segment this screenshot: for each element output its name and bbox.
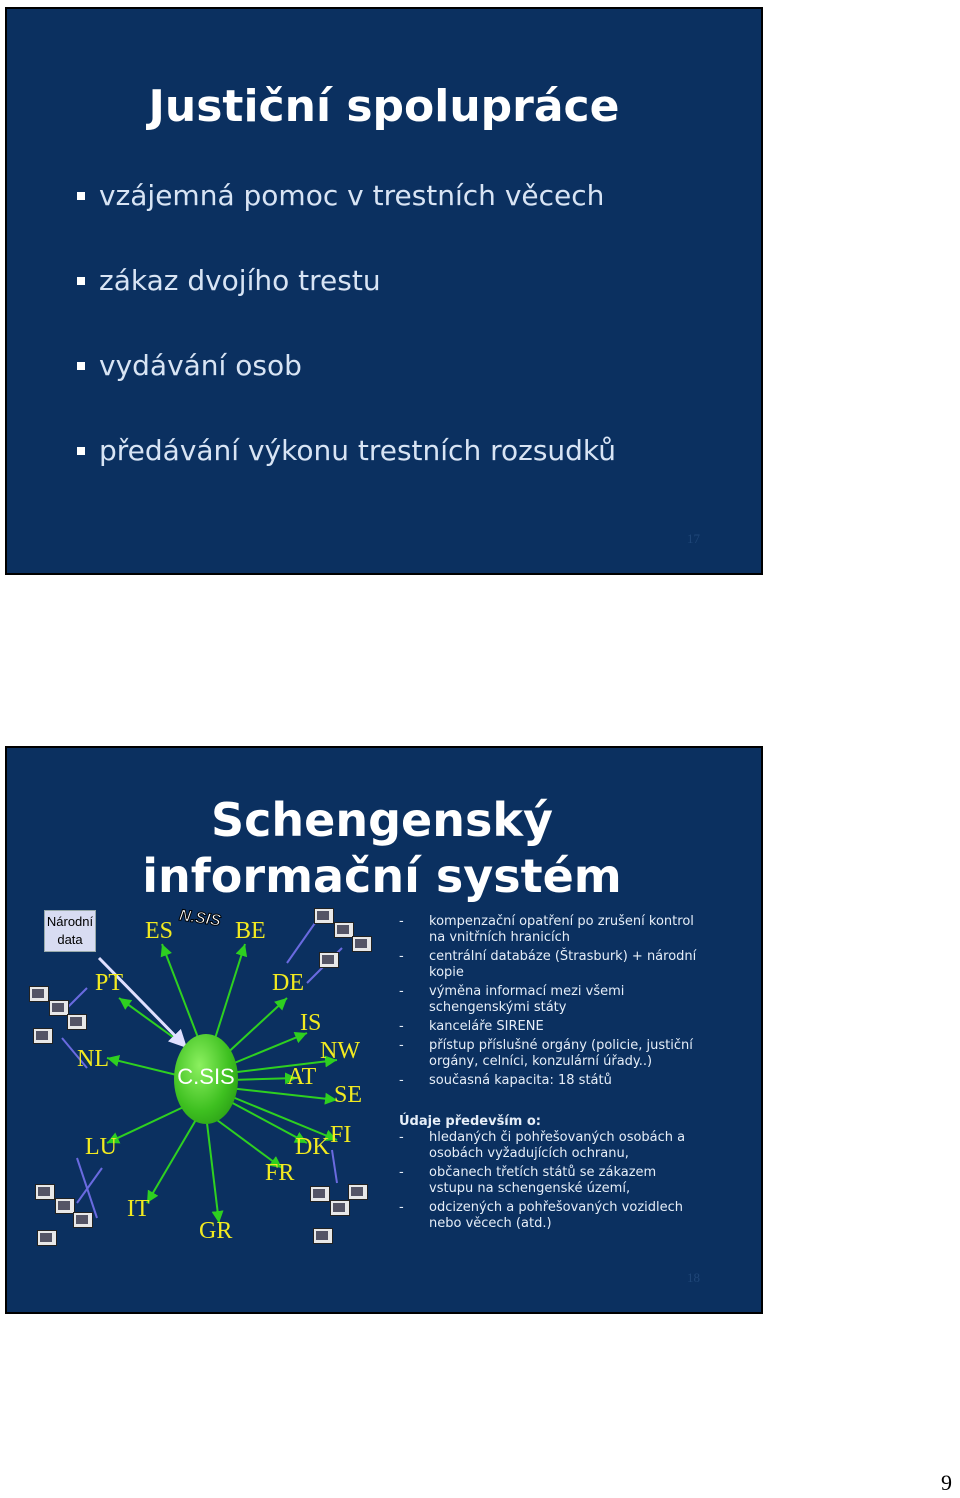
list-item: - hledaných či pohřešovaných osobách a osobách vyžadujících ochranu, <box>399 1130 686 1161</box>
country-dk: DK <box>295 1134 330 1160</box>
country-it: IT <box>127 1196 150 1222</box>
list-item: - odcizených a pohřešovaných vozidlech nebo věcech (atd.) <box>399 1200 684 1231</box>
country-be: BE <box>235 918 266 944</box>
national-data-box: Národní data <box>44 910 96 952</box>
computer-icon <box>67 1014 87 1030</box>
country-gr: GR <box>199 1218 233 1244</box>
list-item: - přístup příslušné orgány (policie, justiční orgány, celníci, konzulární úřady..) <box>399 1038 693 1069</box>
computer-icon <box>49 1000 69 1016</box>
slide-17 <box>5 7 763 575</box>
country-lu: LU <box>85 1134 117 1160</box>
list-item: - výměna informací mezi všemi schengenskými státy <box>399 984 625 1015</box>
list-item: - občanech třetích států se zákazem vstupu na schengenské území, <box>399 1165 657 1196</box>
country-nw: NW <box>320 1038 360 1064</box>
list-item: - centrální databáze (Štrasburk) + národní kopie <box>399 949 697 980</box>
computer-icon <box>352 936 372 952</box>
computer-icon <box>35 1184 55 1200</box>
computer-icon <box>314 908 334 924</box>
slide-page-number: 17 <box>687 531 700 546</box>
computer-icon <box>33 1028 53 1044</box>
computer-icon <box>330 1200 350 1216</box>
country-de: DE <box>272 970 304 996</box>
csis-label: C.SIS <box>177 1064 235 1089</box>
computer-icon <box>73 1212 93 1228</box>
country-at: AT <box>287 1064 317 1090</box>
country-is: IS <box>300 1010 322 1036</box>
info-text <box>399 914 699 1235</box>
country-es: ES <box>145 918 174 944</box>
csis-node <box>174 1034 238 1124</box>
country-se: SE <box>334 1082 363 1108</box>
slide-18 <box>5 746 763 1314</box>
country-fi: FI <box>330 1122 352 1148</box>
bullet-list <box>77 177 616 517</box>
computer-icon <box>310 1186 330 1202</box>
list-item: - současná kapacita: 18 států <box>399 1073 612 1088</box>
bullet-item: předávání výkonu trestních rozsudků <box>77 432 616 517</box>
computer-icon <box>37 1230 57 1246</box>
bullet-item: vydávání osob <box>77 347 616 432</box>
computer-icon <box>29 986 49 1002</box>
data-heading: Údaje především o: <box>399 1114 541 1129</box>
slide-page-number: 18 <box>687 1270 700 1285</box>
list-item: - kanceláře SIRENE <box>399 1019 544 1034</box>
nsis-label: N.SIS <box>178 907 222 930</box>
computer-icon <box>55 1198 75 1214</box>
list-item: - kompenzační opatření po zrušení kontrol na vnitřních hranicích <box>399 914 694 945</box>
computer-icon <box>348 1184 368 1200</box>
country-fr: FR <box>265 1160 295 1186</box>
title-line-1: Schengenský <box>211 793 553 847</box>
document-page-number: 9 <box>941 1470 952 1495</box>
country-pt: PT <box>95 970 124 996</box>
computer-icon <box>313 1228 333 1244</box>
bullet-item: zákaz dvojího trestu <box>77 262 616 347</box>
computer-icon <box>334 922 354 938</box>
slide-title: Justiční spolupráce <box>148 81 620 132</box>
bullet-item: vzájemná pomoc v trestních věcech <box>77 177 616 262</box>
country-nl: NL <box>77 1046 109 1072</box>
title-line-2: informační systém <box>142 849 622 903</box>
computer-icon <box>319 952 339 968</box>
